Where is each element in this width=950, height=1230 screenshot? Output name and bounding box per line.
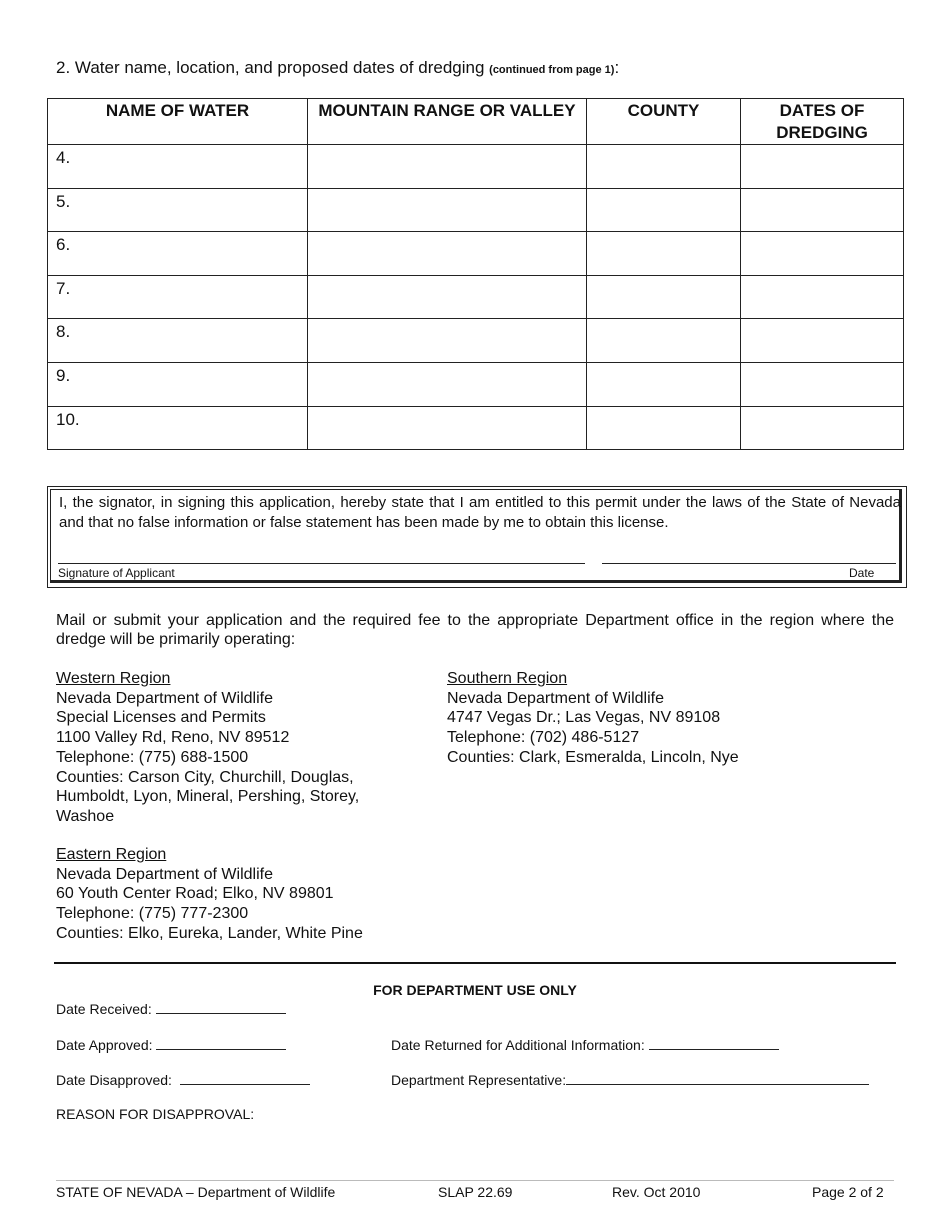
western-region-line: Telephone: (775) 688-1500 — [56, 748, 249, 766]
county-cell[interactable] — [587, 319, 741, 363]
dates-cell[interactable] — [741, 232, 904, 276]
department-use-title: FOR DEPARTMENT USE ONLY — [373, 982, 577, 998]
signature-line[interactable] — [58, 563, 585, 564]
western-region-line: Nevada Department of Wildlife — [56, 689, 273, 707]
southern-region-title: Southern Region — [447, 670, 568, 687]
southern-region-line: Nevada Department of Wildlife — [447, 689, 664, 707]
eastern-region — [56, 845, 416, 944]
date-disapproved-blank[interactable] — [180, 1071, 310, 1085]
date-received-label: Date Received: — [56, 1001, 152, 1017]
date-approved-field — [56, 1036, 286, 1053]
date-disapproved-label: Date Disapproved: — [56, 1072, 172, 1088]
date-approved-blank[interactable] — [156, 1036, 286, 1050]
table-row — [48, 145, 904, 189]
water-table — [47, 98, 904, 450]
dates-cell[interactable] — [741, 275, 904, 319]
table-row — [48, 362, 904, 406]
southern-region-line: 4747 Vegas Dr.; Las Vegas, NV 89108 — [447, 709, 721, 727]
mountain-range-cell[interactable] — [308, 145, 587, 189]
table-row — [48, 406, 904, 450]
date-line[interactable] — [602, 563, 896, 564]
footer-page-number: Page 2 of 2 — [812, 1184, 884, 1200]
county-cell[interactable] — [587, 188, 741, 232]
signature-box-inner — [50, 489, 902, 583]
western-region-line: 1100 Valley Rd, Reno, NV 89512 — [56, 729, 290, 747]
dates-cell[interactable] — [741, 145, 904, 189]
mountain-range-cell[interactable] — [308, 362, 587, 406]
date-received-field — [56, 1000, 286, 1017]
table-header-row — [48, 99, 904, 145]
header-dates-of-dredging: DATES OF DREDGING — [741, 99, 904, 145]
table-row — [48, 319, 904, 363]
table-body — [48, 145, 904, 450]
county-cell[interactable] — [587, 232, 741, 276]
footer-agency: STATE OF NEVADA – Department of Wildlife — [56, 1184, 336, 1200]
representative-label: Department Representative: — [391, 1072, 567, 1088]
date-label: Date — [849, 566, 875, 580]
mountain-range-cell[interactable] — [308, 232, 587, 276]
table-row — [48, 232, 904, 276]
row-number-cell[interactable]: 8. — [48, 319, 308, 363]
date-returned-blank[interactable] — [649, 1036, 779, 1050]
mountain-range-cell[interactable] — [308, 406, 587, 450]
county-cell[interactable] — [587, 406, 741, 450]
section-heading — [56, 58, 619, 78]
date-received-blank[interactable] — [156, 1000, 286, 1014]
eastern-region-line: Nevada Department of Wildlife — [56, 865, 273, 883]
dates-cell[interactable] — [741, 188, 904, 232]
footer-divider — [56, 1180, 894, 1181]
row-number-cell[interactable]: 6. — [48, 232, 308, 276]
heading-text: 2. Water name, location, and proposed dates of dredging — [56, 58, 490, 77]
mail-instructions: Mail or submit your application and the required fee to the appropriate Department office in the region where the dredge will be primarily operating: — [56, 612, 894, 648]
mountain-range-cell[interactable] — [308, 319, 587, 363]
date-approved-label: Date Approved: — [56, 1037, 153, 1053]
date-returned-field — [391, 1036, 779, 1053]
section-divider — [54, 962, 896, 964]
representative-field — [391, 1071, 869, 1088]
heading-suffix: : — [614, 58, 620, 77]
date-returned-label: Date Returned for Additional Information: — [391, 1037, 645, 1053]
western-region-title: Western Region — [56, 670, 171, 687]
county-cell[interactable] — [587, 275, 741, 319]
table-row — [48, 188, 904, 232]
signature-statement: I, the signator, in signing this application, hereby state that I am entitled to this permit under the laws of the State of Nevada and that no false information or false statement has been made by me to obtain this license. — [59, 494, 901, 531]
row-number-cell[interactable]: 4. — [48, 145, 308, 189]
representative-blank[interactable] — [566, 1071, 869, 1085]
reason-label: REASON FOR DISAPPROVAL: — [56, 1106, 255, 1122]
mountain-range-cell[interactable] — [308, 275, 587, 319]
signature-box — [47, 486, 907, 588]
western-region-line: Counties: Carson City, Churchill, Douglas, Humboldt, Lyon, Mineral, Pershing, Storey, Washoe — [56, 768, 360, 825]
footer-revision: Rev. Oct 2010 — [612, 1184, 701, 1200]
eastern-region-line: Telephone: (775) 777-2300 — [56, 905, 249, 923]
heading-note: (continued from page 1) — [489, 64, 615, 76]
western-region — [56, 669, 396, 827]
southern-region-line: Telephone: (702) 486-5127 — [447, 729, 640, 747]
eastern-region-line: Counties: Elko, Eureka, Lander, White Pine — [56, 924, 363, 942]
header-name-of-water: NAME OF WATER — [48, 99, 308, 145]
footer-form-number: SLAP 22.69 — [438, 1184, 513, 1200]
dates-cell[interactable] — [741, 406, 904, 450]
table-row — [48, 275, 904, 319]
eastern-region-title: Eastern Region — [56, 846, 167, 863]
signature-label: Signature of Applicant — [58, 566, 175, 580]
row-number-cell[interactable]: 7. — [48, 275, 308, 319]
dates-cell[interactable] — [741, 319, 904, 363]
dates-cell[interactable] — [741, 362, 904, 406]
header-county: COUNTY — [587, 99, 741, 145]
date-disapproved-field — [56, 1071, 310, 1088]
southern-region-line: Counties: Clark, Esmeralda, Lincoln, Nye — [447, 748, 739, 766]
southern-region — [447, 669, 807, 768]
row-number-cell[interactable]: 5. — [48, 188, 308, 232]
mountain-range-cell[interactable] — [308, 188, 587, 232]
county-cell[interactable] — [587, 362, 741, 406]
eastern-region-line: 60 Youth Center Road; Elko, NV 89801 — [56, 885, 334, 903]
county-cell[interactable] — [587, 145, 741, 189]
header-mountain-range: MOUNTAIN RANGE OR VALLEY — [308, 99, 587, 145]
western-region-line: Special Licenses and Permits — [56, 709, 266, 727]
row-number-cell[interactable]: 9. — [48, 362, 308, 406]
row-number-cell[interactable]: 10. — [48, 406, 308, 450]
